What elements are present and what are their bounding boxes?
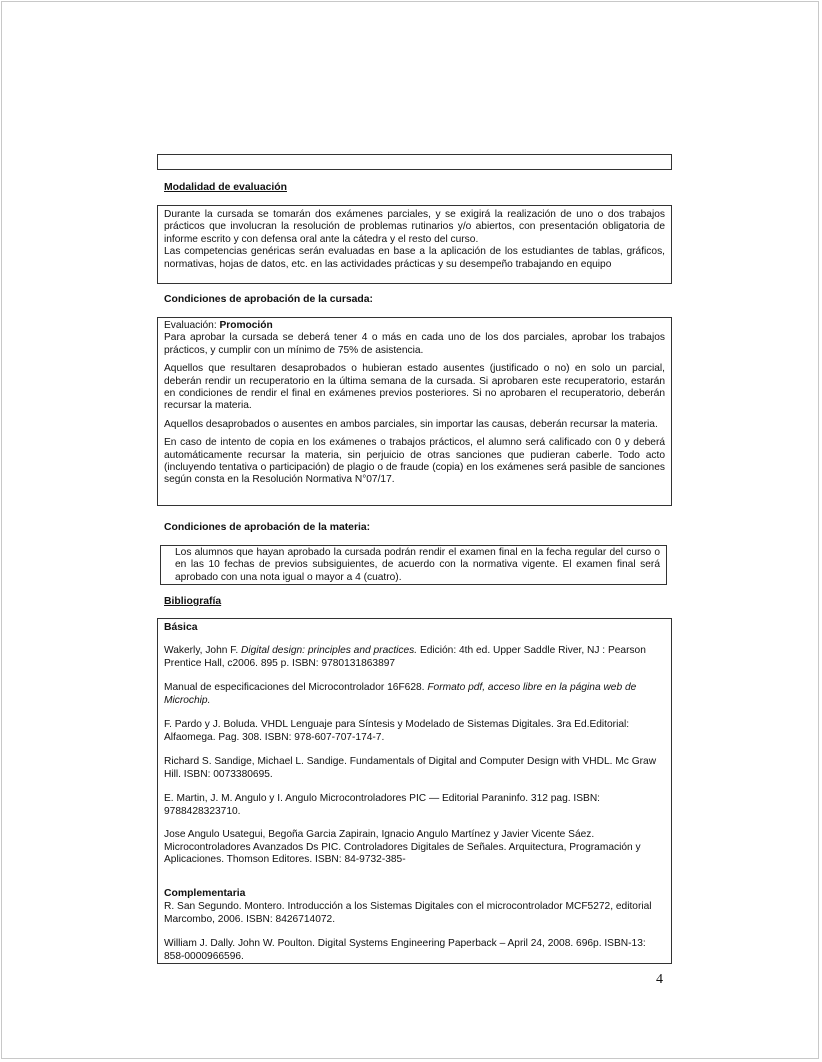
bib-manual-16f628 <box>164 682 664 707</box>
modalidad-paragraph-1: Durante la cursada se tomarán dos exámenes parciales, y se exigirá la realización de uno o dos trabajos prácticos que involucran la resolución de problemas rutinarios y/o abiertos, con presentación obligatoria de informe escrito y con defensa oral ante la cátedra y el resto del curso. <box>164 209 665 245</box>
page-number: 4 <box>656 972 663 987</box>
evaluacion-line <box>164 320 665 332</box>
empty-box <box>157 154 672 170</box>
bib-wakerly-author: Wakerly, John F. <box>164 645 241 656</box>
cursada-heading: Condiciones de aprobación de la cursada: <box>164 294 374 305</box>
bibliografia-heading: Bibliografía <box>164 596 222 607</box>
cursada-paragraph-4: En caso de intento de copia en los exámenes o trabajos prácticos, el alumno será calificado con 0 y deberá automáticamente recursar la materia, sin perjuicio de otras sanciones que pudieran caberle. Todo acto (incluyendo tentativa o participación) de plagio o de fraude (copia) en los exámenes será pasible de sanciones según consta en la Resolución Normativa N°07/17. <box>164 437 665 486</box>
complementaria-heading: Complementaria <box>164 888 246 899</box>
bib-wakerly-rest: Edición: 4th ed. Upper Saddle River, NJ : Pearson Prentice Hall, c2006. 895 p. ISBN: 9780131863897 <box>164 645 646 669</box>
bib-wakerly <box>164 645 664 670</box>
materia-box <box>160 545 667 585</box>
bib-pardo-boluda: F. Pardo y J. Boluda. VHDL Lenguaje para Síntesis y Modelado de Sistemas Digitales. 3ra Ed.Editorial: Alfaomega. Pag. 308. ISBN: 978-607-707-174-7. <box>164 719 630 743</box>
cursada-paragraph-1: Para aprobar la cursada se deberá tener 4 o más en cada uno de los dos parciales, aprobar los trabajos prácticos, y cumplir con un mínimo de 75% de asistencia. <box>164 332 665 356</box>
bib-martin-angulo: E. Martin, J. M. Angulo y I. Angulo Microcontroladores PIC — Editorial Paraninfo. 312 pag. ISBN: 9788428323710. <box>164 793 601 817</box>
modalidad-box <box>157 205 672 284</box>
basica-heading: Básica <box>164 622 198 633</box>
bib-sandige: Richard S. Sandige, Michael L. Sandige. Fundamentals of Digital and Computer Design with VHDL. Mc Graw Hill. ISBN: 0073380695. <box>164 756 657 780</box>
bib-wakerly-title: Digital design: principles and practices. <box>241 645 418 656</box>
bib-manual-note: Formato pdf, acceso libre en la página web de Microchip. <box>164 682 637 706</box>
cursada-paragraph-3: Aquellos desaprobados o ausentes en ambos parciales, sin importar las causas, deberán recursar la materia. <box>164 418 658 430</box>
modalidad-paragraph-2: Las competencias genéricas serán evaluadas en base a la aplicación de los estudiantes de tablas, gráficos, normativas, hojas de datos, etc. en las actividades prácticas y su desempeño trabajando en equipo <box>164 246 665 270</box>
evaluacion-label: Evaluación: <box>164 320 220 331</box>
bib-angulo-usategui: Jose Angulo Usategui, Begoña Garcia Zapirain, Ignacio Angulo Martínez y Javier Vicente Sáez. Microcontroladores Avanzados Ds PIC. Controladores Digitales de Señales. Arquitectura, Programación y Aplicaciones. Thomson Editores. ISBN: 84-9732-385- <box>164 829 641 866</box>
cursada-box <box>157 317 672 506</box>
modalidad-heading: Modalidad de evaluación <box>164 182 287 193</box>
evaluacion-value: Promoción <box>219 320 273 331</box>
bib-manual-title: Manual de especificaciones del Microcontrolador 16F628. <box>164 682 428 693</box>
materia-paragraph: Los alumnos que hayan aprobado la cursada podrán rendir el examen final en la fecha regular del curso o en las 10 fechas de previos subsiguientes, de acuerdo con la normativa vigente. El examen final será aprobado con una nota igual o mayor a 4 (cuatro). <box>175 547 660 583</box>
cursada-paragraph-2: Aquellos que resultaren desaprobados o hubieran estado ausentes (justificado o no) en solo un parcial, deberán rendir un recuperatorio en la última semana de la cursada. Si aprobaren este recuperatorio, estarán en condiciones de rendir el final en exámenes previos posteriores. Si no aprobaren el recuperatorio, deberán recursar la materia. <box>164 363 665 412</box>
bib-dally-poulton: William J. Dally. John W. Poulton. Digital Systems Engineering Paperback – April 24, 2008. 696p. ISBN-13: 858-0000966596. <box>164 938 646 962</box>
materia-heading: Condiciones de aprobación de la materia: <box>164 522 371 533</box>
bib-san-segundo: R. San Segundo. Montero. Introducción a los Sistemas Digitales con el microcontrolador MCF5272, editorial Marcombo, 2006. ISBN: 8426714072. <box>164 901 652 925</box>
